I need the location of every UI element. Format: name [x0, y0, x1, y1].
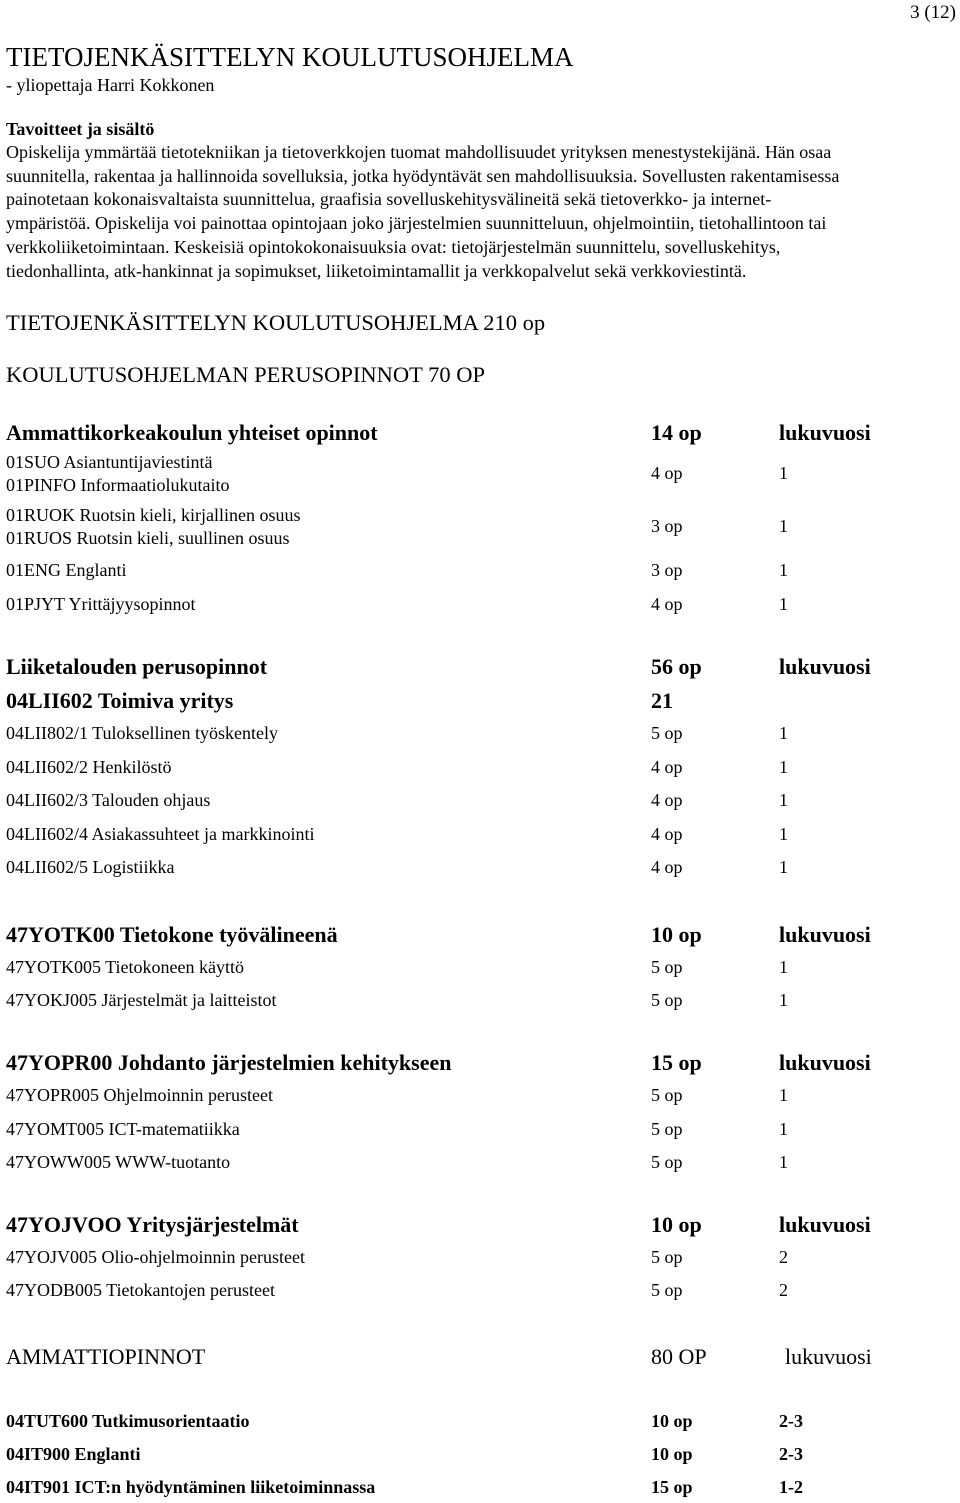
section-name: AMMATTIOPINNOT — [6, 1344, 206, 1369]
course-name: 04IT901 ICT:n hyödyntäminen liiketoiminnassa — [6, 1477, 376, 1497]
section-header-yotk — [0, 922, 960, 948]
section-year: lukuvuosi — [779, 1212, 871, 1237]
course-credits: 3 op — [651, 516, 683, 536]
course-year: 2-3 — [779, 1444, 803, 1464]
intro-line: suunnitella, rakentaa ja hallinnoida sovelluksia, jotka hyödyntävät sen mahdollisuuksia. Sovellusten rakentamisessa — [6, 165, 840, 186]
course-year: 1 — [779, 757, 788, 777]
section-credits: 56 op — [651, 654, 702, 679]
course-row — [0, 957, 960, 983]
course-year: 1 — [779, 1152, 788, 1172]
course-row — [0, 790, 960, 816]
section-name: 47YOJVOO Yritysjärjestelmät — [6, 1212, 299, 1237]
course-pair — [0, 505, 960, 553]
course-year: 1 — [779, 723, 788, 743]
course-name: 04IT900 Englanti — [6, 1444, 141, 1464]
course-year: 2-3 — [779, 1411, 803, 1431]
course-name: 47YODB005 Tietokantojen perusteet — [6, 1280, 275, 1300]
course-credits: 3 op — [651, 560, 683, 580]
course-name: 01PINFO Informaatiolukutaito — [6, 475, 230, 495]
course-credits: 5 op — [651, 723, 683, 743]
section-credits: 15 op — [651, 1050, 702, 1075]
section-header-ammatti — [0, 1344, 960, 1370]
author-line: - yliopettaja Harri Kokkonen — [6, 75, 215, 95]
course-credits: 15 op — [651, 1477, 693, 1497]
course-name: 04LII602/4 Asiakassuhteet ja markkinointi — [6, 824, 315, 844]
course-year: 1 — [779, 1119, 788, 1139]
course-credits: 10 op — [651, 1444, 693, 1464]
section-header-yojv — [0, 1212, 960, 1238]
course-year: 1 — [779, 790, 788, 810]
course-row — [0, 594, 960, 620]
course-year: 1 — [779, 957, 788, 977]
course-credits: 4 op — [651, 594, 683, 614]
document-title: TIETOJENKÄSITTELYN KOULUTUSOHJELMA — [6, 42, 574, 72]
section-year: lukuvuosi — [779, 654, 871, 679]
course-row — [0, 757, 960, 783]
section-name: Liiketalouden perusopinnot — [6, 654, 268, 679]
course-year: 1 — [779, 516, 788, 536]
course-row — [0, 723, 960, 749]
section-credits: 10 op — [651, 1212, 702, 1237]
page-number: 3 (12) — [910, 2, 956, 23]
course-name: 01RUOK Ruotsin kieli, kirjallinen osuus — [6, 505, 301, 525]
intro-paragraph — [6, 141, 956, 283]
course-credits: 5 op — [651, 1119, 683, 1139]
course-row — [0, 1247, 960, 1273]
course-name: 04LII602/2 Henkilöstö — [6, 757, 172, 777]
section-name: 47YOPR00 Johdanto järjestelmien kehitykseen — [6, 1050, 452, 1075]
course-credits: 4 op — [651, 857, 683, 877]
section-credits: 14 op — [651, 420, 702, 445]
course-name: 01RUOS Ruotsin kieli, suullinen osuus — [6, 528, 290, 548]
course-row — [0, 1444, 960, 1470]
section-credits: 80 OP — [651, 1344, 707, 1369]
course-name: 01PJYT Yrittäjyysopinnot — [6, 594, 196, 614]
section-header-amk — [0, 420, 960, 446]
basic-studies-heading: KOULUTUSOHJELMAN PERUSOPINNOT 70 OP — [6, 362, 485, 387]
section-year: lukuvuosi — [779, 420, 871, 445]
section-header-liike — [0, 654, 960, 680]
course-credits: 4 op — [651, 824, 683, 844]
section-name: 47YOTK00 Tietokone työvälineenä — [6, 922, 338, 947]
course-year: 2 — [779, 1247, 788, 1267]
course-year: 1 — [779, 857, 788, 877]
course-credits: 5 op — [651, 1152, 683, 1172]
course-row — [0, 824, 960, 850]
section-year: lukuvuosi — [785, 1344, 872, 1369]
course-row — [0, 560, 960, 586]
course-name: 47YOWW005 WWW-tuotanto — [6, 1152, 231, 1172]
course-name: 47YOKJ005 Järjestelmät ja laitteistot — [6, 990, 277, 1010]
course-row — [0, 1085, 960, 1111]
course-pair — [0, 452, 960, 500]
course-year: 1 — [779, 463, 788, 483]
course-credits: 4 op — [651, 757, 683, 777]
course-year: 2 — [779, 1280, 788, 1300]
course-name: 47YOTK005 Tietokoneen käyttö — [6, 957, 244, 977]
course-year: 1 — [779, 560, 788, 580]
section-year: lukuvuosi — [779, 922, 871, 947]
course-name: 01SUO Asiantuntijaviestintä — [6, 452, 213, 472]
program-heading: TIETOJENKÄSITTELYN KOULUTUSOHJELMA 210 op — [6, 310, 546, 335]
course-year: 1 — [779, 824, 788, 844]
course-credits: 5 op — [651, 990, 683, 1010]
course-year: 1-2 — [779, 1477, 803, 1497]
intro-line: painotetaan kokonaisvaltaista suunnittelua, graafisia sovelluskehitysvälineitä sekä tietoverkko- ja internet- — [6, 189, 772, 210]
course-name: 04LII602/3 Talouden ohjaus — [6, 790, 211, 810]
section-header-yopr — [0, 1050, 960, 1076]
intro-line: tiedonhallinta, atk-hankinnat ja sopimukset, liiketoimintamallit ja verkkopalvelut sekä verkkoviestintä. — [6, 260, 747, 281]
goals-heading: Tavoitteet ja sisältö — [6, 119, 155, 139]
course-credits: 4 op — [651, 790, 683, 810]
course-name: 04LII602/5 Logistiikka — [6, 857, 175, 877]
module-credits: 21 — [651, 688, 673, 713]
course-credits: 5 op — [651, 1280, 683, 1300]
course-row — [0, 1119, 960, 1145]
course-row — [0, 1411, 960, 1437]
course-row — [0, 1152, 960, 1178]
course-credits: 5 op — [651, 957, 683, 977]
course-row — [0, 857, 960, 883]
section-name: Ammattikorkeakoulun yhteiset opinnot — [6, 420, 378, 445]
course-row — [0, 990, 960, 1016]
course-year: 1 — [779, 594, 788, 614]
course-row — [0, 1477, 960, 1503]
course-name: 04LII802/1 Tuloksellinen työskentely — [6, 723, 278, 743]
course-name: 47YOPR005 Ohjelmoinnin perusteet — [6, 1085, 273, 1105]
intro-line: ympäristöä. Opiskelija voi painottaa opintojaan joko järjestelmien suunnitteluun, ohjelmointiin, tietohallintoon tai — [6, 213, 827, 234]
module-header — [0, 688, 960, 714]
course-name: 01ENG Englanti — [6, 560, 127, 580]
section-credits: 10 op — [651, 922, 702, 947]
intro-line: Opiskelija ymmärtää tietotekniikan ja tietoverkkojen tuomat mahdollisuudet yrityksen menestystekijänä. Hän osaa — [6, 142, 832, 162]
course-credits: 10 op — [651, 1411, 693, 1431]
course-name: 47YOJV005 Olio-ohjelmoinnin perusteet — [6, 1247, 305, 1267]
course-credits: 4 op — [651, 463, 683, 483]
course-year: 1 — [779, 990, 788, 1010]
course-year: 1 — [779, 1085, 788, 1105]
course-name: 47YOMT005 ICT-matematiikka — [6, 1119, 240, 1139]
course-credits: 5 op — [651, 1085, 683, 1105]
course-name: 04TUT600 Tutkimusorientaatio — [6, 1411, 250, 1431]
course-row — [0, 1280, 960, 1306]
intro-line: verkkoliiketoimintaan. Keskeisiä opintokokonaisuuksia ovat: tietojärjestelmän suunnittelu, sovelluskehitys, — [6, 236, 781, 257]
section-year: lukuvuosi — [779, 1050, 871, 1075]
module-name: 04LII602 Toimiva yritys — [6, 688, 234, 713]
course-credits: 5 op — [651, 1247, 683, 1267]
